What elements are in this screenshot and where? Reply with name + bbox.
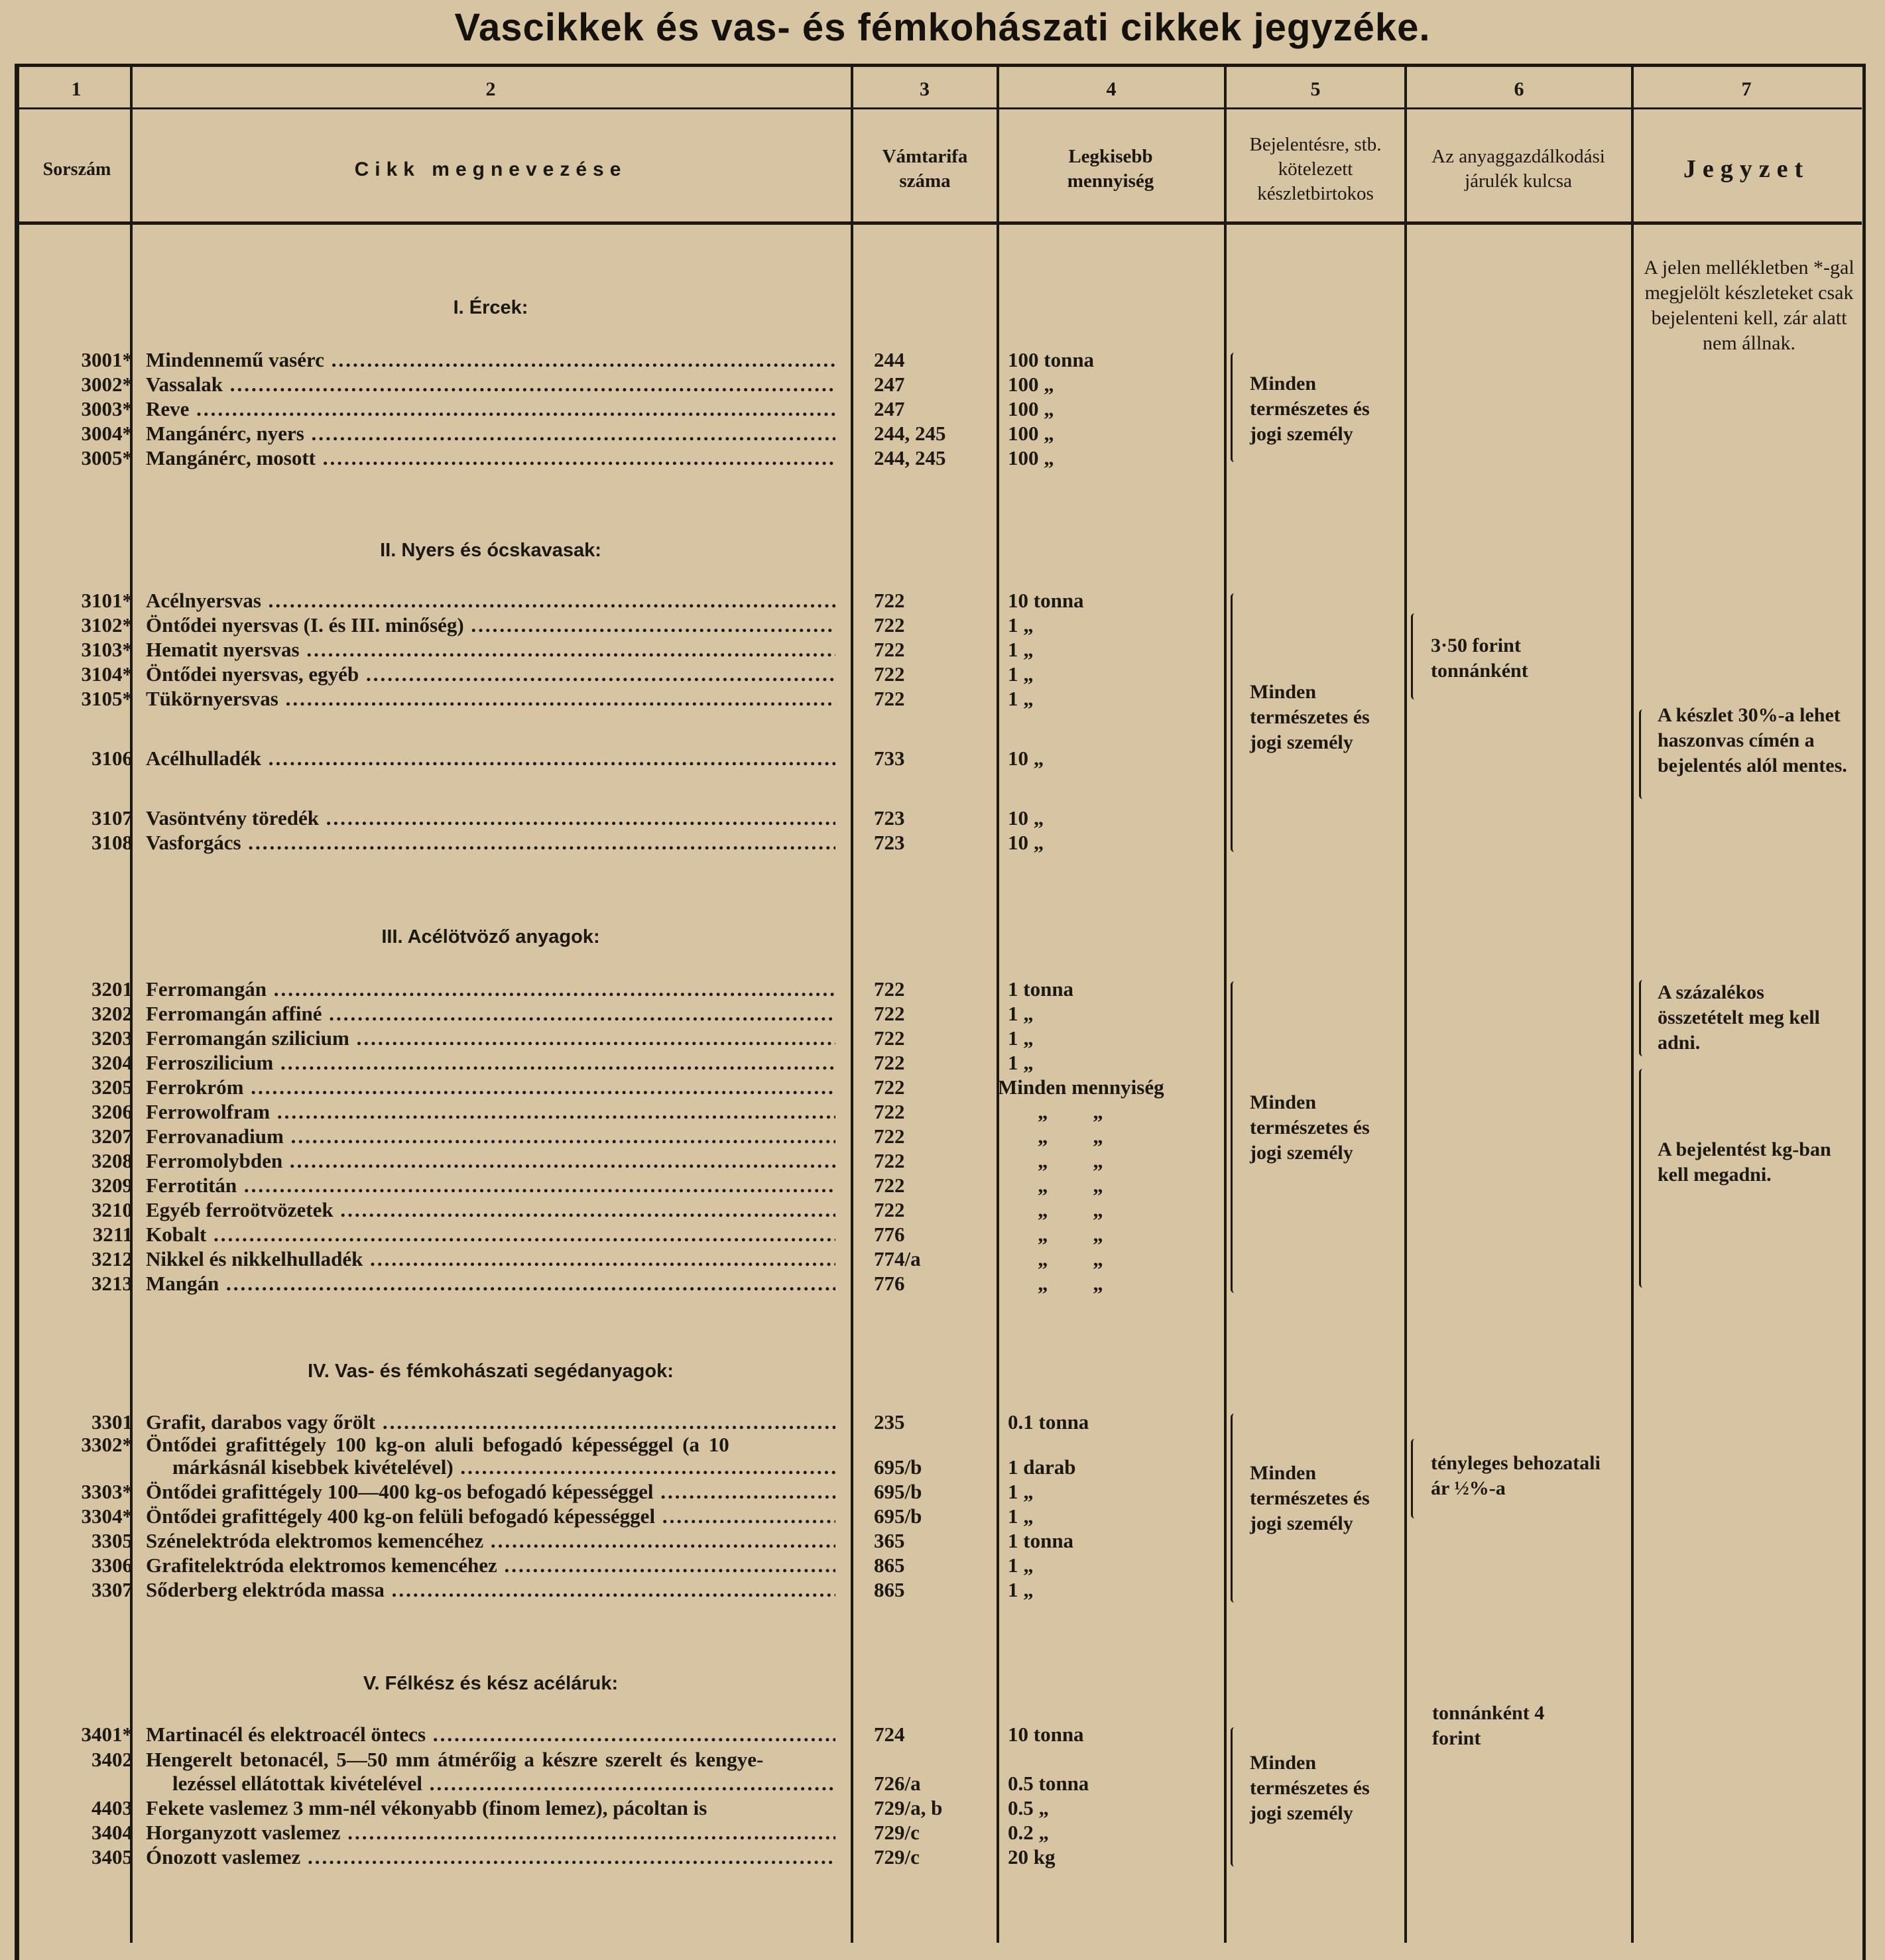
row-name: Vasöntvény töredék .....	[146, 806, 835, 830]
header-rule	[19, 107, 1862, 109]
row-tariff: 722	[874, 662, 905, 686]
row-name: Öntődei grafittégely 100 kg-on aluli befogadó képességgel (a 10	[146, 1433, 729, 1456]
row-name: Mangánérc, mosott .....	[146, 446, 835, 470]
row-tariff: 695/b	[874, 1480, 922, 1503]
row-code: 3108	[91, 831, 133, 854]
row-name: Tükörnyersvas .....	[146, 687, 835, 711]
row-name: Egyéb ferroötvözetek .....	[146, 1198, 835, 1222]
table-row	[0, 1796, 1885, 1820]
table-row	[0, 1723, 1885, 1746]
row-tariff: 235	[874, 1410, 905, 1434]
row-name: Grafitelektróda elektromos kemencéhez .....	[146, 1554, 835, 1577]
header-vamtarifa: Vámtarifa száma	[882, 146, 968, 192]
row-qty: Minden mennyiség	[998, 1075, 1164, 1099]
row-name: Grafit, darabos vagy őrölt .....	[146, 1410, 835, 1434]
row-tariff: 733	[874, 747, 905, 770]
row-name: Ferrovanadium .....	[146, 1125, 835, 1148]
brace	[1639, 980, 1646, 1056]
row-code: 3213	[91, 1272, 133, 1295]
table-row	[0, 1821, 1885, 1845]
rate-text: tényleges behozatali ár ½%-a	[1431, 1452, 1601, 1499]
row-name: lezéssel ellátottak kivételével .....	[172, 1772, 835, 1796]
section-title: V. Félkész és kész acéláruk:	[363, 1673, 619, 1694]
row-code: 3301	[91, 1410, 133, 1434]
row-qty: 1 tonna	[1008, 977, 1074, 1001]
table-row	[0, 1504, 1885, 1528]
row-code: 3210	[91, 1198, 133, 1221]
row-code: 3302*	[81, 1433, 133, 1456]
row-code: 3306	[91, 1554, 133, 1577]
row-tariff: 722	[874, 1100, 905, 1123]
brace	[1231, 1414, 1238, 1603]
row-code: 3004*	[81, 422, 133, 445]
row-tariff: 722	[874, 1198, 905, 1221]
row-name: Ferrotitán .....	[146, 1174, 835, 1197]
row-name: Ferromolybden .....	[146, 1149, 835, 1173]
row-tariff: 722	[874, 1149, 905, 1172]
row-qty: 10 tonna	[1008, 1723, 1084, 1746]
row-name: Öntődei grafittégely 400 kg-on felüli befogadó képességgel .....	[146, 1504, 835, 1528]
row-code: 3203	[91, 1026, 133, 1050]
column-number: 4	[1106, 78, 1117, 100]
row-qty: 0.1 tonna	[1008, 1410, 1089, 1434]
row-name: Kobalt .....	[146, 1223, 835, 1247]
brace	[1639, 1069, 1646, 1288]
table-row	[0, 1410, 1885, 1434]
row-name: Horganyzott vaslemez .....	[146, 1821, 835, 1845]
row-code: 3404	[91, 1821, 133, 1844]
brace	[1231, 593, 1238, 852]
row-code: 3307	[91, 1578, 133, 1601]
header-legkisebb: Legkisebb mennyiség	[1067, 146, 1154, 192]
table-row	[0, 1075, 1885, 1099]
row-tariff: 776	[874, 1223, 905, 1246]
brace	[1231, 981, 1238, 1293]
note-text: A százalékos összetételt meg kell adni.	[1658, 981, 1820, 1054]
brace	[1231, 1727, 1238, 1867]
row-name: Sőderberg elektróda massa .....	[146, 1578, 835, 1602]
row-code: 3207	[91, 1125, 133, 1148]
row-name: Mangán .....	[146, 1272, 835, 1296]
row-tariff: 247	[874, 373, 905, 396]
row-qty: 1 tonna	[1008, 1529, 1074, 1552]
row-code: 4403	[91, 1796, 133, 1819]
row-qty: „ „	[1038, 1247, 1103, 1270]
row-name: Acélhulladék .....	[146, 747, 835, 770]
row-qty: „ „	[1038, 1198, 1103, 1221]
row-name: Fekete vaslemez 3 mm-nél vékonyabb (finom lemez), pácoltan is	[146, 1796, 707, 1819]
row-qty: 1 „	[1008, 1578, 1034, 1601]
row-qty: 1 „	[1008, 638, 1034, 661]
row-tariff: 722	[874, 613, 905, 637]
section-title: IV. Vas- és fémkohászati segédanyagok:	[308, 1361, 674, 1382]
row-tariff: 865	[874, 1578, 905, 1601]
row-code: 3205	[91, 1075, 133, 1099]
row-name: Ferromangán affiné .....	[146, 1002, 835, 1026]
column-number: 1	[71, 78, 82, 100]
row-tariff: 774/a	[874, 1247, 921, 1270]
row-tariff: 776	[874, 1272, 905, 1295]
row-code: 3104*	[81, 662, 133, 686]
row-qty: 1 „	[1008, 1002, 1034, 1025]
row-tariff: 244	[874, 348, 905, 371]
row-qty: „ „	[1038, 1223, 1103, 1246]
row-tariff: 244, 245	[874, 446, 946, 469]
row-name: márkásnál kisebbek kivételével) .....	[172, 1455, 835, 1479]
row-name: Vassalak .....	[146, 373, 835, 397]
row-qty: 100 „	[1008, 397, 1054, 420]
row-qty: 100 „	[1008, 446, 1054, 469]
row-code: 3002*	[81, 373, 133, 396]
row-name: Ónozott vaslemez .....	[146, 1845, 835, 1869]
row-tariff: 722	[874, 1026, 905, 1050]
table-row	[0, 613, 1885, 637]
note-text: A jelen mellékletben *-gal megjelölt készleteket csak bejelenteni kell, zár alatt nem állnak.	[1644, 257, 1855, 354]
row-qty: „ „	[1038, 1174, 1103, 1197]
table-row	[0, 1272, 1885, 1296]
row-tariff: 722	[874, 977, 905, 1001]
table-row	[0, 1578, 1885, 1602]
row-tariff: 729/c	[874, 1845, 920, 1868]
row-qty: 10 „	[1008, 831, 1044, 854]
table-row	[0, 446, 1885, 470]
row-qty: „ „	[1038, 1125, 1103, 1148]
table-row	[0, 1247, 1885, 1271]
holder-text: Minden természetes és jogi személy	[1250, 1091, 1370, 1164]
note-text: A bejelentést kg-ban kell megadni.	[1658, 1138, 1831, 1186]
row-name: Mangánérc, nyers .....	[146, 422, 835, 446]
table-row	[0, 1125, 1885, 1148]
row-qty: 1 „	[1008, 662, 1034, 686]
row-qty: 1 darab	[1008, 1455, 1076, 1479]
row-code: 3001*	[81, 348, 133, 371]
row-code: 3103*	[81, 638, 133, 661]
row-qty: 0.5 tonna	[1008, 1772, 1089, 1795]
table-row	[0, 348, 1885, 372]
row-name: Öntődei grafittégely 100—400 kg-os befogadó képességgel .....	[146, 1480, 835, 1504]
row-name: Nikkel és nikkelhulladék .....	[146, 1247, 835, 1271]
column-number: 2	[485, 78, 496, 100]
row-tariff: 726/a	[874, 1772, 921, 1795]
table-row	[0, 1529, 1885, 1553]
row-name: Hematit nyersvas .....	[146, 638, 835, 662]
section-title: III. Acélötvöző anyagok:	[381, 926, 600, 948]
row-code: 3206	[91, 1100, 133, 1123]
row-code: 3402	[91, 1748, 133, 1771]
row-code: 3003*	[81, 397, 133, 420]
row-code: 3209	[91, 1174, 133, 1197]
table-row	[0, 977, 1885, 1001]
row-name: Reve .....	[146, 397, 835, 421]
table-row	[0, 687, 1885, 711]
table-row	[0, 589, 1885, 613]
row-code: 3106	[91, 747, 133, 770]
column-number: 6	[1514, 78, 1524, 100]
column-number: 3	[920, 78, 930, 100]
row-code: 3305	[91, 1529, 133, 1552]
row-qty: 1 „	[1008, 687, 1034, 710]
table-row	[0, 1748, 1885, 1772]
row-code: 3401*	[81, 1723, 133, 1746]
row-code: 3105*	[81, 687, 133, 710]
row-tariff: 729/a, b	[874, 1796, 943, 1819]
row-name: Ferrokróm .....	[146, 1075, 835, 1099]
row-tariff: 722	[874, 638, 905, 661]
row-name: Szénelektróda elektromos kemencéhez .....	[146, 1529, 835, 1553]
row-code: 3202	[91, 1002, 133, 1025]
header-jarulek: Az anyaggazdálkodási járulék kulcsa	[1431, 146, 1605, 192]
brace	[1411, 1439, 1418, 1518]
row-code: 3201	[91, 977, 133, 1001]
row-tariff: 722	[874, 1125, 905, 1148]
holder-text: Minden természetes és jogi személy	[1250, 373, 1370, 445]
table-row	[0, 1223, 1885, 1247]
row-name: Ferroszilicium .....	[146, 1051, 835, 1075]
row-tariff: 722	[874, 1002, 905, 1025]
row-tariff: 723	[874, 806, 905, 829]
table-row	[0, 1100, 1885, 1124]
row-qty: „ „	[1038, 1149, 1103, 1172]
row-tariff: 722	[874, 1075, 905, 1099]
table-row	[0, 1845, 1885, 1869]
row-tariff: 722	[874, 1174, 905, 1197]
table-row	[0, 1002, 1885, 1026]
row-code: 3102*	[81, 613, 133, 637]
row-qty: 100 „	[1008, 373, 1054, 396]
row-qty: „ „	[1038, 1100, 1103, 1123]
table-row	[0, 1772, 1885, 1796]
column-number: 5	[1310, 78, 1321, 100]
row-tariff: 695/b	[874, 1504, 922, 1528]
row-name: Mindennemű vasérc .....	[146, 348, 835, 372]
rate-text: 3·50 forint tonnánként	[1431, 635, 1528, 682]
row-qty: 10 „	[1008, 806, 1044, 829]
row-name: Ferromangán szilicium .....	[146, 1026, 835, 1050]
section-title: I. Ércek:	[453, 297, 528, 318]
row-qty: 1 „	[1008, 1051, 1034, 1074]
brace	[1639, 709, 1646, 799]
row-qty: 10 tonna	[1008, 589, 1084, 612]
row-code: 3303*	[81, 1480, 133, 1503]
row-name: Martinacél és elektroacél öntecs .....	[146, 1723, 835, 1746]
section-title: II. Nyers és ócskavasak:	[380, 540, 601, 561]
table-row	[0, 397, 1885, 421]
column-number: 7	[1741, 78, 1752, 100]
table-row	[0, 1026, 1885, 1050]
row-qty: 0.2 „	[1008, 1821, 1049, 1844]
row-name: Öntődei nyersvas, egyéb .....	[146, 662, 835, 686]
row-code: 3107	[91, 806, 133, 829]
row-qty: 1 „	[1008, 1480, 1034, 1503]
row-qty: 100 tonna	[1008, 348, 1095, 371]
header-sorszam: Sorszám	[42, 158, 111, 180]
table-row	[0, 1554, 1885, 1577]
row-name: Öntődei nyersvas (I. és III. minőség) .....	[146, 613, 835, 637]
rate-text: tonnánként 4 forint	[1432, 1702, 1545, 1749]
row-code: 3005*	[81, 446, 133, 469]
row-tariff: 865	[874, 1554, 905, 1577]
header-jegyzet: Jegyzet	[1683, 154, 1810, 183]
row-code: 3101*	[81, 589, 133, 612]
row-tariff: 365	[874, 1529, 905, 1552]
row-name: Acélnyersvas .....	[146, 589, 835, 613]
row-qty: 10 „	[1008, 747, 1044, 770]
row-qty: 1 „	[1008, 1554, 1034, 1577]
row-code: 3211	[92, 1223, 133, 1246]
row-tariff: 724	[874, 1723, 905, 1746]
holder-text: Minden természetes és jogi személy	[1250, 681, 1370, 753]
row-tariff: 722	[874, 1051, 905, 1074]
row-code: 3405	[91, 1845, 133, 1868]
row-tariff: 729/c	[874, 1821, 920, 1844]
row-code: 3304*	[81, 1504, 133, 1528]
table-row	[0, 1198, 1885, 1222]
row-name: Ferrowolfram .....	[146, 1100, 835, 1124]
table-row	[0, 1051, 1885, 1075]
row-qty: 1 „	[1008, 1504, 1034, 1528]
row-tariff: 244, 245	[874, 422, 946, 445]
row-qty: 1 „	[1008, 613, 1034, 637]
table-row	[0, 1174, 1885, 1197]
row-qty: 20 kg	[1008, 1845, 1056, 1868]
holder-text: Minden természetes és jogi személy	[1250, 1752, 1370, 1824]
row-code: 3212	[91, 1247, 133, 1270]
row-name: Hengerelt betonacél, 5—50 mm átmérőig a készre szerelt és kengye-	[146, 1748, 764, 1771]
table-row	[0, 831, 1885, 855]
row-qty: 1 „	[1008, 1026, 1034, 1050]
row-qty: 100 „	[1008, 422, 1054, 445]
row-tariff: 723	[874, 831, 905, 854]
note-text: A készlet 30%-a lehet haszonvas címén a bejelentés alól mentes.	[1658, 704, 1847, 776]
table-row	[0, 662, 1885, 686]
row-tariff: 247	[874, 397, 905, 420]
table-row	[0, 1149, 1885, 1173]
row-tariff: 695/b	[874, 1455, 922, 1479]
table-row	[0, 422, 1885, 446]
row-tariff: 722	[874, 687, 905, 710]
row-name: Vasforgács .....	[146, 831, 835, 855]
brace	[1231, 353, 1238, 462]
row-qty: „ „	[1038, 1272, 1103, 1295]
table-row	[0, 747, 1885, 770]
row-name: Ferromangán .....	[146, 977, 835, 1001]
row-qty: 0.5 „	[1008, 1796, 1049, 1819]
holder-text: Minden természetes és jogi személy	[1250, 1462, 1370, 1534]
table-row	[0, 373, 1885, 397]
header-megnevezes: Cikk megnevezése	[354, 158, 627, 180]
header-bejelentes: Bejelentésre, stb. kötelezett készletbirtokos	[1249, 133, 1382, 204]
brace	[1411, 613, 1418, 700]
row-code: 3204	[91, 1051, 133, 1074]
table-row	[0, 806, 1885, 830]
table-row	[0, 638, 1885, 662]
row-code: 3208	[91, 1149, 133, 1172]
page-title: Vascikkek és vas- és fémkohászati cikkek jegyzéke.	[454, 6, 1431, 49]
row-tariff: 722	[874, 589, 905, 612]
